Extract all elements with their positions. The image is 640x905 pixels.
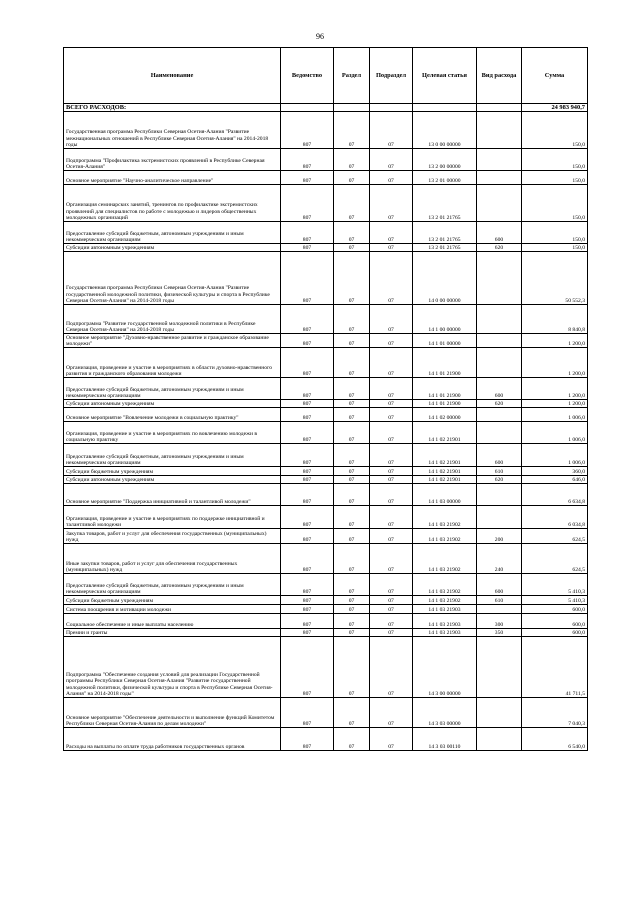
cell-dept: 807 xyxy=(281,422,334,444)
cell-subsection: 07 xyxy=(370,334,413,348)
cell-subsection: 07 xyxy=(370,444,413,467)
cell-exptype xyxy=(477,104,522,112)
cell-sum: 150,0 xyxy=(522,171,588,185)
cell-exptype xyxy=(477,334,522,348)
cell-exptype xyxy=(477,408,522,422)
cell-name: Предоставление субсидий бюджетным, автономным учреждениям и иным некоммерческим организациям xyxy=(64,222,281,244)
table-row xyxy=(64,637,588,698)
cell-target: 14 1 02 00000 xyxy=(413,408,477,422)
header-dept: Ведомство xyxy=(281,48,334,104)
cell-subsection: 07 xyxy=(370,476,413,484)
cell-section: 07 xyxy=(334,529,370,544)
cell-target: 14 1 03 21903 xyxy=(413,614,477,629)
cell-name: Организация, проведение и участие в мероприятиях по вовлечению молодежи в социальную практику xyxy=(64,422,281,444)
page-number: 96 xyxy=(316,32,324,41)
cell-name: Предоставление субсидий бюджетным, автономным учреждениям и иным некоммерческим организациям xyxy=(64,444,281,467)
cell-target: 14 1 03 21902 xyxy=(413,596,477,605)
cell-dept: 807 xyxy=(281,629,334,637)
cell-section: 07 xyxy=(334,348,370,378)
table-row xyxy=(64,408,588,422)
cell-section: 07 xyxy=(334,629,370,637)
cell-dept: 807 xyxy=(281,334,334,348)
cell-dept: 807 xyxy=(281,252,334,305)
cell-target: 14 3 00 00000 xyxy=(413,637,477,698)
cell-target: 13 2 01 21765 xyxy=(413,244,477,252)
cell-target: 13 2 01 21765 xyxy=(413,185,477,222)
cell-section: 07 xyxy=(334,334,370,348)
table-row xyxy=(64,476,588,484)
cell-subsection: 07 xyxy=(370,408,413,422)
cell-sum: 150,0 xyxy=(522,149,588,171)
table-row xyxy=(64,112,588,149)
cell-exptype xyxy=(477,728,522,751)
cell-name: Подпрограмма "Профилактика экстремистских проявлений в Республике Северная Осетия-Алания" xyxy=(64,149,281,171)
cell-dept: 807 xyxy=(281,698,334,728)
cell-exptype: 600 xyxy=(477,444,522,467)
cell-section: 07 xyxy=(334,614,370,629)
cell-name: Основное мероприятие "Научно-аналитическое направление" xyxy=(64,171,281,185)
cell-dept: 807 xyxy=(281,348,334,378)
budget-table xyxy=(63,47,588,751)
cell-sum: 646,0 xyxy=(522,476,588,484)
cell-exptype: 350 xyxy=(477,629,522,637)
cell-dept: 807 xyxy=(281,222,334,244)
table-row xyxy=(64,149,588,171)
cell-exptype xyxy=(477,112,522,149)
cell-subsection: 07 xyxy=(370,574,413,596)
table-row xyxy=(64,252,588,305)
cell-target: 13 2 00 00000 xyxy=(413,149,477,171)
cell-exptype: 610 xyxy=(477,467,522,476)
cell-sum: 600,0 xyxy=(522,614,588,629)
cell-target: 14 3 03 00000 xyxy=(413,698,477,728)
cell-sum: 5 410,3 xyxy=(522,596,588,605)
cell-sum: 1 200,0 xyxy=(522,334,588,348)
cell-sum: 150,0 xyxy=(522,112,588,149)
cell-subsection: 07 xyxy=(370,629,413,637)
cell-dept: 807 xyxy=(281,378,334,400)
cell-target xyxy=(413,104,477,112)
cell-subsection: 07 xyxy=(370,506,413,529)
cell-name: Государственная программа Республики Северная Осетия-Алания "Развитие межнациональных отношений в Республике Северная Осетия-Алания" на 2014-2018 годы xyxy=(64,112,281,149)
cell-dept: 807 xyxy=(281,185,334,222)
table-row xyxy=(64,171,588,185)
cell-sum: 8 840,8 xyxy=(522,305,588,334)
cell-section: 07 xyxy=(334,728,370,751)
cell-section: 07 xyxy=(334,506,370,529)
cell-section: 07 xyxy=(334,408,370,422)
cell-section: 07 xyxy=(334,574,370,596)
cell-sum: 360,0 xyxy=(522,467,588,476)
cell-subsection: 07 xyxy=(370,244,413,252)
cell-dept: 807 xyxy=(281,112,334,149)
cell-section: 07 xyxy=(334,378,370,400)
cell-target: 14 1 03 21902 xyxy=(413,574,477,596)
cell-target: 14 1 02 21901 xyxy=(413,467,477,476)
cell-dept: 807 xyxy=(281,506,334,529)
cell-section: 07 xyxy=(334,185,370,222)
cell-name: Социальное обеспечение и иные выплаты населению xyxy=(64,614,281,629)
cell-subsection: 07 xyxy=(370,637,413,698)
cell-dept: 807 xyxy=(281,400,334,408)
cell-dept: 807 xyxy=(281,529,334,544)
cell-section: 07 xyxy=(334,605,370,614)
table-row xyxy=(64,506,588,529)
cell-exptype: 200 xyxy=(477,529,522,544)
cell-section: 07 xyxy=(334,112,370,149)
cell-subsection: 07 xyxy=(370,348,413,378)
cell-exptype xyxy=(477,506,522,529)
cell-subsection: 07 xyxy=(370,596,413,605)
cell-name: Подпрограмма "Развитие государственной молодежной политики в Республике Северная Осетия-Алания" на 2014-2018 годы xyxy=(64,305,281,334)
cell-dept: 807 xyxy=(281,605,334,614)
cell-name: Основное мероприятие "Обеспечение деятельности и выполнение функций Комитетом Республики Северная Осетия-Алания по делам молодежи" xyxy=(64,698,281,728)
cell-exptype: 600 xyxy=(477,378,522,400)
cell-target: 13 2 01 21765 xyxy=(413,222,477,244)
cell-target: 14 1 03 21902 xyxy=(413,544,477,574)
cell-dept: 807 xyxy=(281,149,334,171)
table-row xyxy=(64,614,588,629)
cell-dept: 807 xyxy=(281,728,334,751)
cell-subsection: 07 xyxy=(370,605,413,614)
cell-section: 07 xyxy=(334,149,370,171)
cell-exptype: 620 xyxy=(477,244,522,252)
cell-dept: 807 xyxy=(281,444,334,467)
cell-exptype: 240 xyxy=(477,544,522,574)
cell-subsection: 07 xyxy=(370,149,413,171)
cell-name: Основное мероприятие "Вовлечение молодежи в социальную практику" xyxy=(64,408,281,422)
cell-dept: 807 xyxy=(281,596,334,605)
cell-target: 14 1 03 21903 xyxy=(413,629,477,637)
cell-exptype xyxy=(477,252,522,305)
cell-target: 14 1 01 21900 xyxy=(413,400,477,408)
cell-target: 14 1 01 21900 xyxy=(413,348,477,378)
cell-section: 07 xyxy=(334,637,370,698)
cell-exptype: 620 xyxy=(477,400,522,408)
cell-subsection: 07 xyxy=(370,400,413,408)
table-row xyxy=(64,378,588,400)
cell-name: Государственная программа Республики Северная Осетия-Алания "Развитие государственной молодежной политики, физической культуры и спорта в Республике Северная Осетия-Алания" на 2014-2018 годы xyxy=(64,252,281,305)
cell-target: 14 1 03 21902 xyxy=(413,506,477,529)
cell-name: Иные закупки товаров, работ и услуг для обеспечения государственных (муниципальных) нужд xyxy=(64,544,281,574)
header-name: Наименование xyxy=(64,48,281,104)
cell-section: 07 xyxy=(334,596,370,605)
cell-name: Субсидии автономным учреждениям xyxy=(64,244,281,252)
cell-section: 07 xyxy=(334,305,370,334)
cell-sum: 150,0 xyxy=(522,222,588,244)
cell-subsection: 07 xyxy=(370,252,413,305)
cell-sum: 1 200,0 xyxy=(522,378,588,400)
cell-section: 07 xyxy=(334,400,370,408)
cell-dept: 807 xyxy=(281,476,334,484)
table-row xyxy=(64,529,588,544)
cell-sum: 1 200,0 xyxy=(522,348,588,378)
table-row xyxy=(64,574,588,596)
cell-name: Закупка товаров, работ и услуг для обеспечения государственных (муниципальных) нужд xyxy=(64,529,281,544)
cell-subsection: 07 xyxy=(370,222,413,244)
cell-exptype: 610 xyxy=(477,596,522,605)
cell-exptype: 600 xyxy=(477,222,522,244)
cell-name: Субсидии бюджетным учреждениям xyxy=(64,596,281,605)
cell-subsection: 07 xyxy=(370,467,413,476)
header-sum: Сумма xyxy=(522,48,588,104)
cell-target: 14 1 00 00000 xyxy=(413,305,477,334)
cell-subsection: 07 xyxy=(370,378,413,400)
cell-exptype: 600 xyxy=(477,574,522,596)
table-row xyxy=(64,185,588,222)
cell-section: 07 xyxy=(334,484,370,506)
cell-subsection: 07 xyxy=(370,422,413,444)
cell-target: 14 3 03 00110 xyxy=(413,728,477,751)
cell-name: Организация, проведение и участие в мероприятиях в области духовно-нравственного развития и гражданского образования молодежи xyxy=(64,348,281,378)
cell-sum: 600,0 xyxy=(522,605,588,614)
cell-exptype xyxy=(477,422,522,444)
cell-name: Предоставление субсидий бюджетным, автономным учреждениям и иным некоммерческим организациям xyxy=(64,378,281,400)
cell-sum: 50 552,3 xyxy=(522,252,588,305)
cell-subsection: 07 xyxy=(370,529,413,544)
cell-subsection: 07 xyxy=(370,698,413,728)
cell-subsection xyxy=(370,104,413,112)
cell-name: Субсидии автономным учреждениям xyxy=(64,476,281,484)
cell-subsection: 07 xyxy=(370,305,413,334)
cell-exptype xyxy=(477,171,522,185)
cell-target: 14 1 02 21901 xyxy=(413,444,477,467)
cell-exptype xyxy=(477,637,522,698)
cell-name: Субсидии бюджетным учреждениям xyxy=(64,467,281,476)
cell-exptype xyxy=(477,484,522,506)
cell-exptype xyxy=(477,348,522,378)
header-subsection: Подраздел xyxy=(370,48,413,104)
cell-sum: 7 040,3 xyxy=(522,698,588,728)
table-row xyxy=(64,400,588,408)
cell-name: Подпрограмма "Обеспечение создания условий для реализации Государственной программы Республики Северная Осетия-Алания "Развитие государственной молодежной политики, физической культуры и спорта в Республике Северная Осетия-Алания" на 2014-2018 годы" xyxy=(64,637,281,698)
cell-exptype: 300 xyxy=(477,614,522,629)
cell-name: Премии и гранты xyxy=(64,629,281,637)
cell-name: Система поощрения и мотивации молодежи xyxy=(64,605,281,614)
cell-dept: 807 xyxy=(281,244,334,252)
cell-dept xyxy=(281,104,334,112)
cell-sum: 6 634,8 xyxy=(522,484,588,506)
table-row xyxy=(64,484,588,506)
cell-exptype xyxy=(477,185,522,222)
cell-name: Основное мероприятие "Поддержка инициативной и талантливой молодежи" xyxy=(64,484,281,506)
table-row xyxy=(64,444,588,467)
cell-exptype xyxy=(477,698,522,728)
total-row xyxy=(64,104,588,112)
cell-subsection: 07 xyxy=(370,614,413,629)
cell-sum: 1 200,0 xyxy=(522,400,588,408)
cell-sum: 150,0 xyxy=(522,244,588,252)
table-row xyxy=(64,605,588,614)
cell-sum: 1 006,0 xyxy=(522,408,588,422)
table-row xyxy=(64,348,588,378)
table-row xyxy=(64,596,588,605)
cell-target: 14 0 00 00000 xyxy=(413,252,477,305)
header-exptype: Вид расхода xyxy=(477,48,522,104)
cell-target: 14 1 01 00000 xyxy=(413,334,477,348)
cell-target: 14 1 02 21901 xyxy=(413,476,477,484)
table-row xyxy=(64,698,588,728)
table-row xyxy=(64,305,588,334)
cell-dept: 807 xyxy=(281,637,334,698)
cell-sum: 1 006,0 xyxy=(522,422,588,444)
cell-name: Субсидии автономным учреждениям xyxy=(64,400,281,408)
cell-dept: 807 xyxy=(281,305,334,334)
cell-target: 13 0 00 00000 xyxy=(413,112,477,149)
table-row xyxy=(64,222,588,244)
cell-section: 07 xyxy=(334,467,370,476)
cell-name: Расходы на выплаты по оплате труда работников государственных органов xyxy=(64,728,281,751)
cell-dept: 807 xyxy=(281,544,334,574)
cell-section: 07 xyxy=(334,222,370,244)
cell-target: 14 1 03 21903 xyxy=(413,605,477,614)
cell-exptype xyxy=(477,149,522,171)
cell-section: 07 xyxy=(334,476,370,484)
cell-section: 07 xyxy=(334,444,370,467)
cell-target: 14 1 03 00000 xyxy=(413,484,477,506)
cell-section: 07 xyxy=(334,244,370,252)
cell-sum: 1 006,0 xyxy=(522,444,588,467)
cell-sum: 41 711,5 xyxy=(522,637,588,698)
cell-dept: 807 xyxy=(281,171,334,185)
table-row xyxy=(64,467,588,476)
cell-target: 14 1 03 21902 xyxy=(413,529,477,544)
table-row xyxy=(64,544,588,574)
cell-sum: 600,0 xyxy=(522,629,588,637)
cell-sum: 6 540,0 xyxy=(522,728,588,751)
cell-sum: 5 410,3 xyxy=(522,574,588,596)
cell-section: 07 xyxy=(334,252,370,305)
table-row xyxy=(64,629,588,637)
cell-section xyxy=(334,104,370,112)
cell-subsection: 07 xyxy=(370,484,413,506)
cell-target: 14 1 02 21901 xyxy=(413,422,477,444)
cell-name: Основное мероприятие "Духовно-нравственное развитие и гражданское образование молодежи" xyxy=(64,334,281,348)
cell-dept: 807 xyxy=(281,574,334,596)
cell-section: 07 xyxy=(334,698,370,728)
cell-name: ВСЕГО РАСХОДОВ: xyxy=(64,104,281,112)
table-row xyxy=(64,334,588,348)
header-row xyxy=(64,48,588,104)
cell-sum: 6 034,8 xyxy=(522,506,588,529)
cell-section: 07 xyxy=(334,171,370,185)
cell-dept: 807 xyxy=(281,467,334,476)
cell-sum: 624,5 xyxy=(522,544,588,574)
cell-section: 07 xyxy=(334,544,370,574)
cell-dept: 807 xyxy=(281,408,334,422)
cell-dept: 807 xyxy=(281,614,334,629)
cell-exptype: 620 xyxy=(477,476,522,484)
table-row xyxy=(64,728,588,751)
header-target: Целевая статья xyxy=(413,48,477,104)
cell-subsection: 07 xyxy=(370,112,413,149)
table-row xyxy=(64,244,588,252)
cell-subsection: 07 xyxy=(370,728,413,751)
cell-sum: 150,0 xyxy=(522,185,588,222)
cell-subsection: 07 xyxy=(370,185,413,222)
cell-target: 14 1 01 21900 xyxy=(413,378,477,400)
cell-subsection: 07 xyxy=(370,544,413,574)
cell-name: Организация семинарских занятий, тренингов по профилактике экстремистских проявлений для специалистов по работе с молодежью и лидеров общественных молодежных организаций xyxy=(64,185,281,222)
cell-section: 07 xyxy=(334,422,370,444)
cell-name: Организация, проведение и участие в мероприятиях по поддержке инициативной и талантливой молодежи xyxy=(64,506,281,529)
cell-name: Предоставление субсидий бюджетным, автономным учреждениям и иным некоммерческим организациям xyxy=(64,574,281,596)
cell-sum: 24 983 940,7 xyxy=(522,104,588,112)
cell-exptype xyxy=(477,605,522,614)
table-row xyxy=(64,422,588,444)
cell-subsection: 07 xyxy=(370,171,413,185)
header-section: Раздел xyxy=(334,48,370,104)
cell-sum: 624,5 xyxy=(522,529,588,544)
cell-target: 13 2 01 00000 xyxy=(413,171,477,185)
cell-exptype xyxy=(477,305,522,334)
cell-dept: 807 xyxy=(281,484,334,506)
